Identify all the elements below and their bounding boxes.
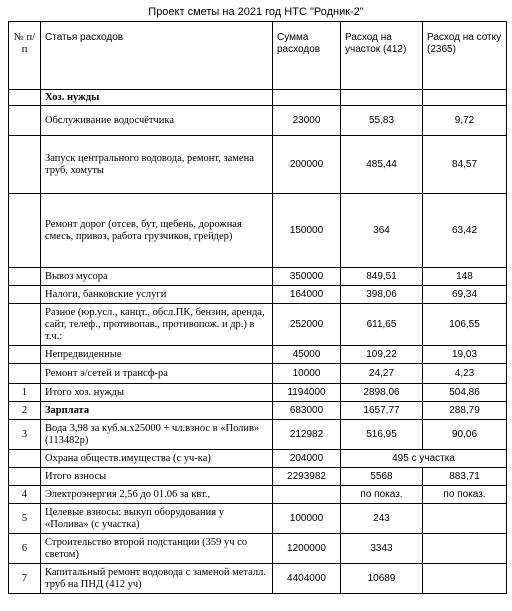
row-per-plot: 109,22 [341,346,423,364]
row-item: Хоз. нужды [41,90,273,106]
row-item: Итого взносы [41,468,273,486]
row-num: 2 [9,402,41,420]
row-num [9,268,41,286]
row-num [9,90,41,106]
row-item: Охрана обществ.имущества (с уч-ка) [41,450,273,468]
document-title: Проект сметы на 2021 год НТС "Родник-2" [148,6,364,18]
table-row [9,90,507,106]
row-per-sotka: 19,03 [423,346,507,364]
header-sum: Сумма расходов [273,22,341,90]
row-item: Вода 3,98 за куб.м.х25000 + чл.взнос в «Полив» (113482р) [41,420,273,450]
row-num: 3 [9,420,41,450]
row-item: Строительство второй подстанции (359 уч со светом) [41,534,273,564]
row-item: Целевые взносы: выкуп оборудования у «Полива» (с участка) [41,504,273,534]
row-per-plot: 611,65 [341,304,423,346]
budget-table [8,21,507,594]
table-row [9,268,507,286]
row-item: Итого хоз. нужды [41,384,273,402]
row-per-sotka: 288,79 [423,402,507,420]
row-per-plot: 398,06 [341,286,423,304]
table-row [9,194,507,268]
row-per-sotka: 69,34 [423,286,507,304]
row-item: Капитальный ремонт водовода с заменой металл. труб на ПНД (412 уч) [41,564,273,594]
table-row [9,486,507,504]
row-sum: 683000 [273,402,341,420]
row-sum: 204000 [273,450,341,468]
row-item: Налоги, банковские услуги [41,286,273,304]
header-num: № п/п [9,22,41,90]
table-row [9,286,507,304]
table-row [9,384,507,402]
row-per-plot [341,90,423,106]
row-num: 4 [9,486,41,504]
row-per-sotka: 883,71 [423,468,507,486]
table-row [9,136,507,194]
table-row [9,468,507,486]
table-row [9,304,507,346]
row-per-plot: 364 [341,194,423,268]
row-per-sotka [423,504,507,534]
table-row [9,534,507,564]
row-num [9,450,41,468]
row-per-plot: 243 [341,504,423,534]
row-item: Ремонт дорог (отсев, бут, щебень, дорожная смесь, привоз, работа грузчиков, грейдер) [41,194,273,268]
row-item: Зарплата [41,402,273,420]
row-num: 6 [9,534,41,564]
row-per-plot: по показ. [341,486,423,504]
row-per-plot: 485,44 [341,136,423,194]
row-per-plot: 10689 [341,564,423,594]
row-sum: 212982 [273,420,341,450]
row-per-sotka [423,534,507,564]
row-per-sotka [423,90,507,106]
table-row [9,504,507,534]
row-num [9,364,41,384]
row-sum: 164000 [273,286,341,304]
row-num: 7 [9,564,41,594]
table-row [9,402,507,420]
row-per-plot: 1657,77 [341,402,423,420]
row-num [9,136,41,194]
row-num [9,304,41,346]
row-sum [273,486,341,504]
row-per-plot: 2898,06 [341,384,423,402]
row-sum: 200000 [273,136,341,194]
row-sum: 1194000 [273,384,341,402]
row-per-plot: 516,95 [341,420,423,450]
row-num [9,346,41,364]
row-per-sotka: 504,86 [423,384,507,402]
row-per-plot: 55,83 [341,106,423,136]
row-num [9,468,41,486]
row-per-plot: 3343 [341,534,423,564]
table-row [9,564,507,594]
row-per-sotka: 148 [423,268,507,286]
row-per-plot: 5568 [341,468,423,486]
row-sum [273,90,341,106]
row-item: Ремонт э/сетей и трансф-ра [41,364,273,384]
header-row [9,22,507,90]
header-per-plot: Расход на участок (412) [341,22,423,90]
row-sum: 350000 [273,268,341,286]
row-per-plot: 849,51 [341,268,423,286]
row-per-sotka: 63,42 [423,194,507,268]
row-sum: 100000 [273,504,341,534]
row-sum: 23000 [273,106,341,136]
row-num: 5 [9,504,41,534]
row-item: Электроэнергия 2,56 до 01.06 за квт., [41,486,273,504]
row-item: Непредвиденные [41,346,273,364]
row-num [9,286,41,304]
row-item: Разное (юр.усл., канцт., обсл.ПК, бензин, аренда, сайт, телеф., противопав., противопож. и др.) в т.ч.: [41,304,273,346]
table-row [9,364,507,384]
row-num [9,106,41,136]
table-row [9,106,507,136]
row-sum: 10000 [273,364,341,384]
table-row [9,346,507,364]
table-row [9,450,507,468]
row-sum: 4404000 [273,564,341,594]
row-per-sotka: 84,57 [423,136,507,194]
row-per-plot: 24,27 [341,364,423,384]
header-item: Статья расходов [41,22,273,90]
row-item: Обслуживание водосчётчика [41,106,273,136]
row-item: Запуск центрального водовода, ремонт, замена труб, хомуты [41,136,273,194]
row-num [9,194,41,268]
row-sum: 2293982 [273,468,341,486]
row-merged-value: 495 с участка [341,450,507,468]
row-per-sotka: 106,55 [423,304,507,346]
row-per-sotka: 9,72 [423,106,507,136]
row-sum: 252000 [273,304,341,346]
table-row [9,420,507,450]
row-per-sotka [423,564,507,594]
row-per-sotka: 90,06 [423,420,507,450]
row-per-sotka: 4,23 [423,364,507,384]
row-per-sotka: по показ. [423,486,507,504]
row-item: Вывоз мусора [41,268,273,286]
row-sum: 45000 [273,346,341,364]
row-num: 1 [9,384,41,402]
header-per-sotka: Расход на сотку (2365) [423,22,507,90]
row-sum: 150000 [273,194,341,268]
row-sum: 1200000 [273,534,341,564]
